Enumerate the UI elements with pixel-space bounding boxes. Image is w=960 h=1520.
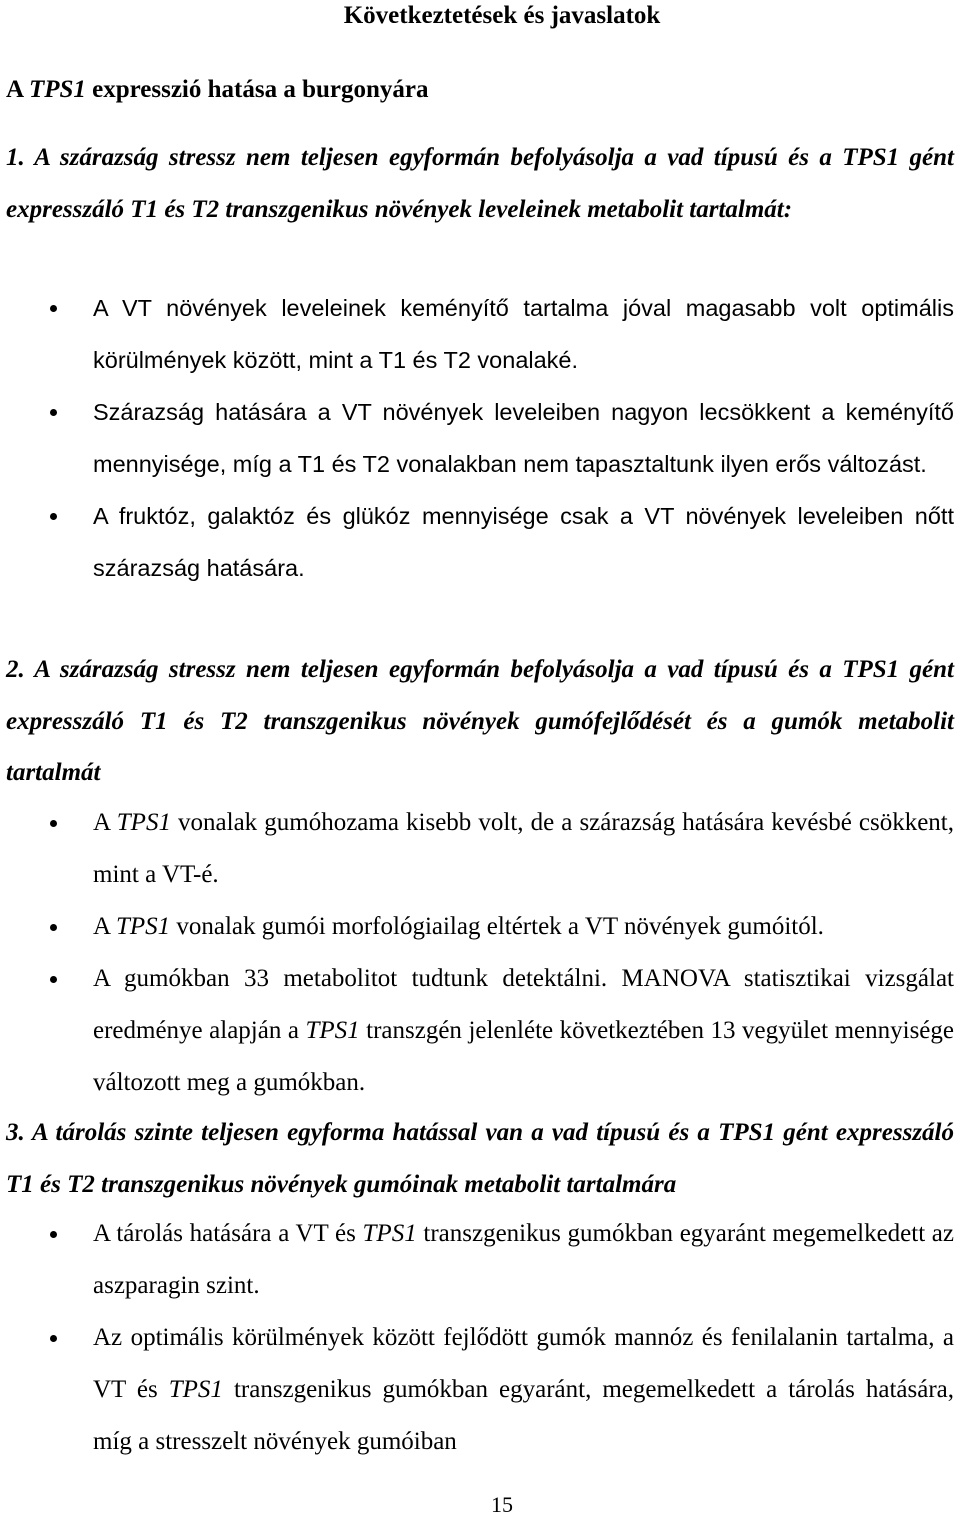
list-item-text-start: Az optimális körülmények között fejlődött gumók mannóz és fenilalanin tartalma, a VT és: [93, 1324, 954, 1403]
subtitle-prefix: A: [6, 76, 29, 103]
conclusion-3-heading: 3. A tárolás szinte teljesen egyforma hatással van a vad típusú és a TPS1 gént expresszáló T1 és T2 transzgenikus növények gumóinak metabolit tartalmára: [6, 1119, 954, 1198]
gene-name: TPS1: [305, 1017, 360, 1044]
list-item-text-end: vonalak gumói morfológiailag eltértek a VT növények gumóitól.: [170, 913, 824, 940]
list-item-text-start: A: [93, 809, 117, 836]
conclusion-2-list: [0, 797, 954, 1109]
list-item: [0, 797, 954, 901]
list-item-text-start: A tárolás hatására a VT és: [93, 1220, 363, 1247]
bullet-icon: [50, 924, 57, 931]
list-item: [0, 953, 954, 1109]
list-item-text-start: A gumókban 33 metabolitot tudtunk detektálni. MANOVA statisztikai vizsgálat eredménye alapján a: [93, 965, 954, 1044]
bullet-icon: [50, 305, 57, 312]
list-item: [0, 282, 954, 386]
gene-name: TPS1: [362, 1220, 417, 1247]
list-item-text-end: transzgén jelenléte következtében 13 vegyület mennyisége változott meg a gumókban.: [93, 1017, 954, 1096]
conclusion-1-heading: 1. A szárazság stressz nem teljesen egyformán befolyásolja a vad típusú és a TPS1 gént expresszáló T1 és T2 transzgenikus növények leveleinek metabolit tartalmát:: [6, 144, 954, 223]
page-title: Következtetések és javaslatok: [343, 2, 661, 29]
list-item: [0, 1208, 954, 1312]
list-item: [0, 490, 954, 594]
list-item: [0, 386, 954, 490]
gene-name: TPS1: [168, 1376, 223, 1403]
list-item-text: A VT növények leveleinek keményítő tartalma jóval magasabb volt optimális körülmények között, mint a T1 és T2 vonalaké.: [93, 295, 954, 373]
list-item-text-start: A: [93, 913, 116, 940]
list-item-text: A fruktóz, galaktóz és glükóz mennyisége csak a VT növények leveleiben nőtt szárazság hatására.: [93, 503, 954, 581]
list-item-text-end: vonalak gumóhozama kisebb volt, de a szárazság hatására kevésbé csökkent, mint a VT-é.: [93, 809, 954, 888]
list-item-text-end: transzgenikus gumókban egyaránt megemelkedett az aszparagin szint.: [93, 1220, 955, 1299]
bullet-icon: [50, 1231, 57, 1238]
subtitle-suffix: expresszió hatása a burgonyára: [85, 76, 429, 103]
conclusion-2-heading: 2. A szárazság stressz nem teljesen egyformán befolyásolja a vad típusú és a TPS1 gént expresszáló T1 és T2 transzgenikus növények gumófejlődését és a gumók metabolit tartalmát: [6, 656, 954, 786]
gene-name: TPS1: [115, 913, 171, 940]
bullet-icon: [50, 513, 57, 520]
list-item-text-end: transzgenikus gumókban egyaránt, megemelkedett a tárolás hatására, míg a stresszelt növények gumóiban: [93, 1376, 954, 1455]
subtitle-gene: TPS1: [28, 76, 86, 103]
page-number: 15: [491, 1492, 513, 1517]
list-item: [0, 1312, 954, 1468]
section-subtitle: [6, 74, 429, 106]
list-item: [0, 901, 954, 953]
bullet-icon: [50, 1335, 57, 1342]
bullet-icon: [50, 976, 57, 983]
gene-name: TPS1: [116, 809, 171, 836]
conclusion-3-list: [0, 1208, 954, 1468]
bullet-icon: [50, 409, 57, 416]
conclusion-1-list: [0, 282, 954, 594]
bullet-icon: [50, 820, 57, 827]
list-item-text: Szárazság hatására a VT növények leveleiben nagyon lecsökkent a keményítő mennyisége, míg a T1 és T2 vonalakban nem tapasztaltunk ilyen erős változást.: [93, 399, 954, 477]
